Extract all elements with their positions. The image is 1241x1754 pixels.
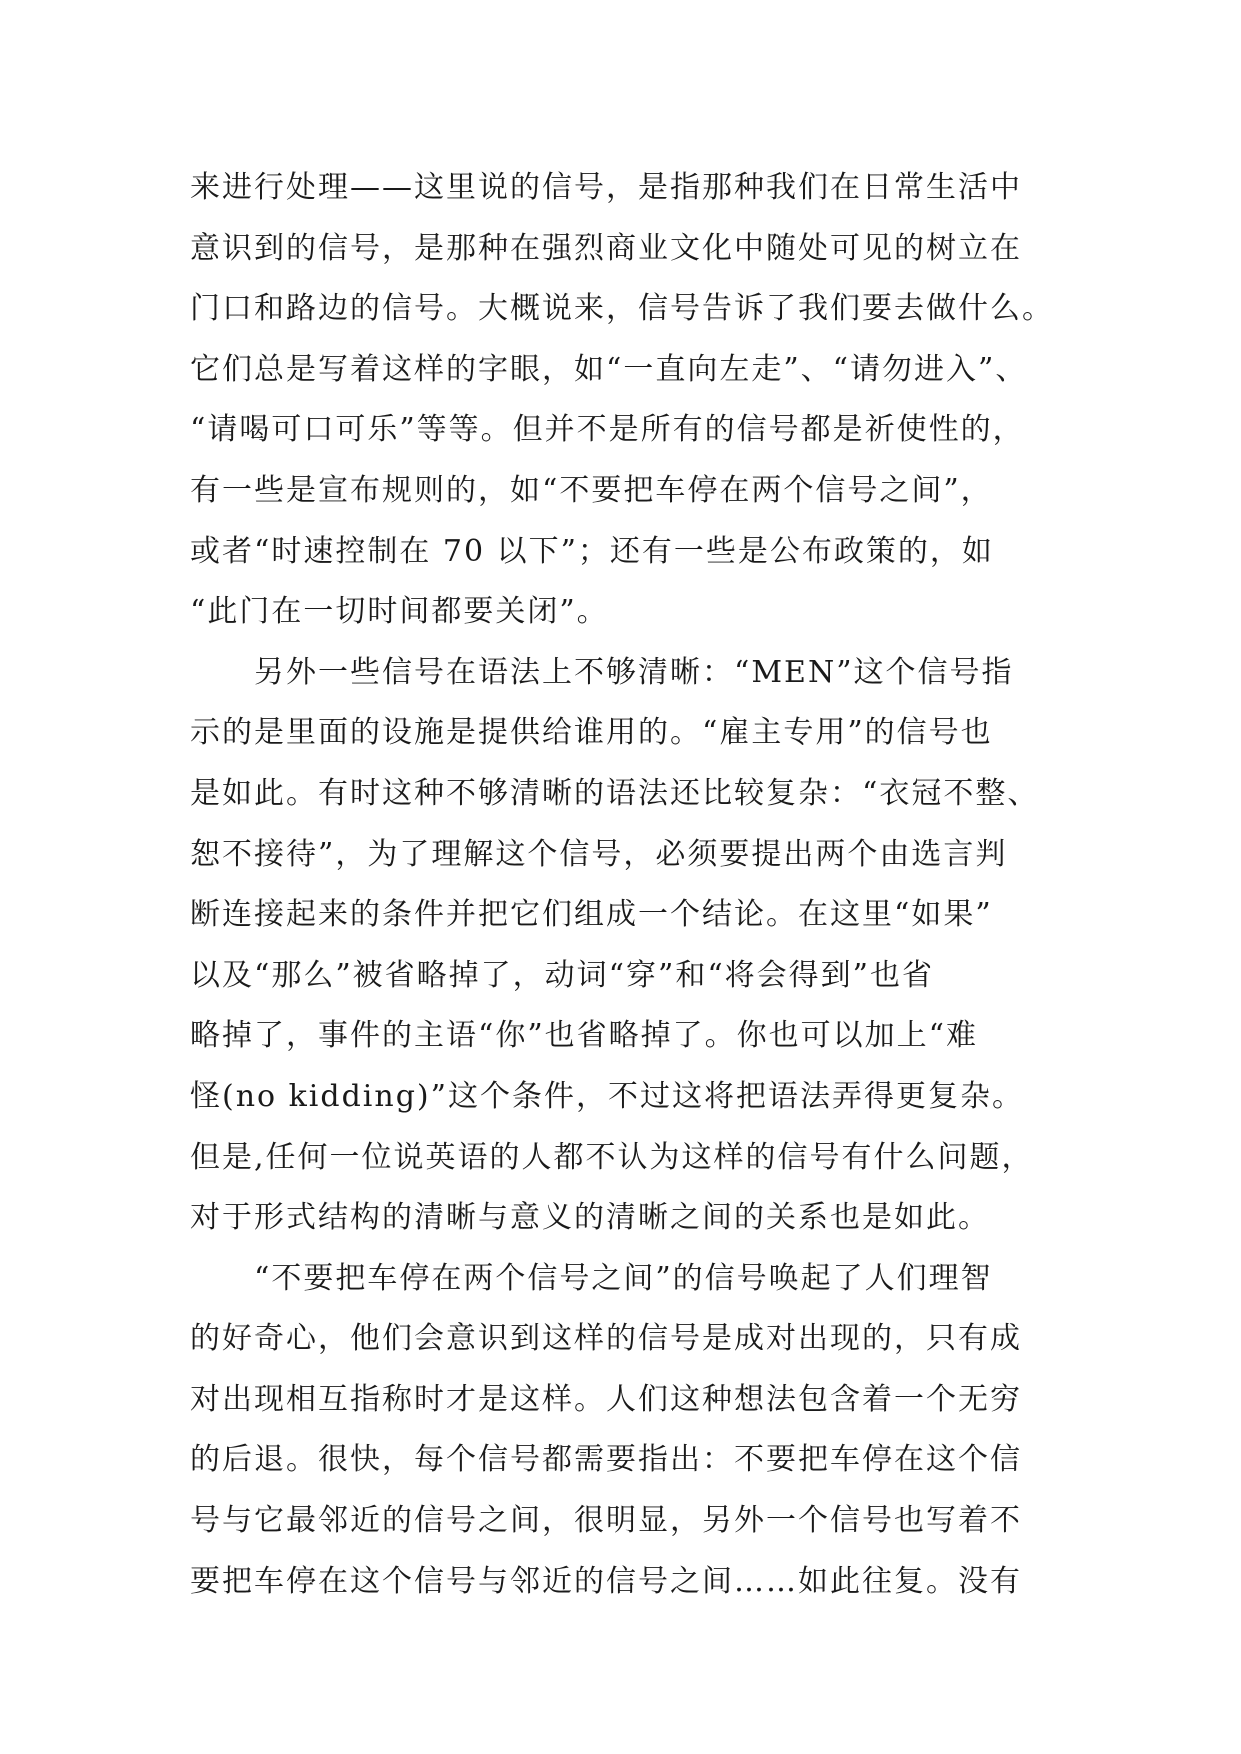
text-line: 怪(no kidding)”这个条件，不过这将把语法弄得更复杂。 [190,1078,1024,1114]
text-line: 或者“时速控制在 70 以下”；还有一些是公布政策的，如 [190,533,994,569]
text-line: 对于形式结构的清晰与意义的清晰之间的关系也是如此。 [190,1200,990,1236]
text-line: “请喝可口可乐”等等。但并不是所有的信号都是祈使性的， [190,412,1025,448]
text-line: 是如此。有时这种不够清晰的语法还比较复杂：“衣冠不整、 [190,775,1040,811]
text-line: 对出现相互指称时才是这样。人们这种想法包含着一个无穷 [190,1381,1022,1417]
text-line: 示的是里面的设施是提供给谁用的。“雇主专用”的信号也 [190,715,993,751]
text-line: 来进行处理——这里说的信号，是指那种我们在日常生活中 [190,170,1022,205]
text-line: 号与它最邻近的信号之间，很明显，另外一个信号也写着不 [190,1503,1022,1539]
text-line: “此门在一切时间都要关闭”。 [190,594,609,630]
text-line: 但是,任何一位说英语的人都不认为这样的信号有什么问题， [190,1139,1034,1175]
text-line: 有一些是宣布规则的，如“不要把车停在两个信号之间”， [190,472,993,508]
text-line: 意识到的信号，是那种在强烈商业文化中随处可见的树立在 [190,230,1022,266]
text-line: 略掉了，事件的主语“你”也省略掉了。你也可以加上“难 [190,1018,979,1054]
text-line: 门口和路边的信号。大概说来，信号告诉了我们要去做什么。 [190,291,1054,327]
text-line: 的后退。很快，每个信号都需要指出：不要把车停在这个信 [190,1442,1022,1478]
text-line: 要把车停在这个信号与邻近的信号之间……如此往复。没有 [190,1563,1022,1599]
body-text [190,158,1090,1612]
text-line: “不要把车停在两个信号之间”的信号唤起了人们理智 [190,1260,993,1296]
text-line: 的好奇心，他们会意识到这样的信号是成对出现的，只有成 [190,1321,1022,1357]
text-line: 以及“那么”被省略掉了，动词“穿”和“将会得到”也省 [190,957,935,993]
text-line: 恕不接待”，为了理解这个信号，必须要提出两个由选言判 [190,836,1008,872]
text-line: 它们总是写着这样的字眼，如“一直向左走”、“请勿进入”、 [190,351,1028,387]
text-line: 断连接起来的条件并把它们组成一个结论。在这里“如果” [190,897,993,933]
text-line: 另外一些信号在语法上不够清晰：“MEN”这个信号指 [190,654,1014,690]
